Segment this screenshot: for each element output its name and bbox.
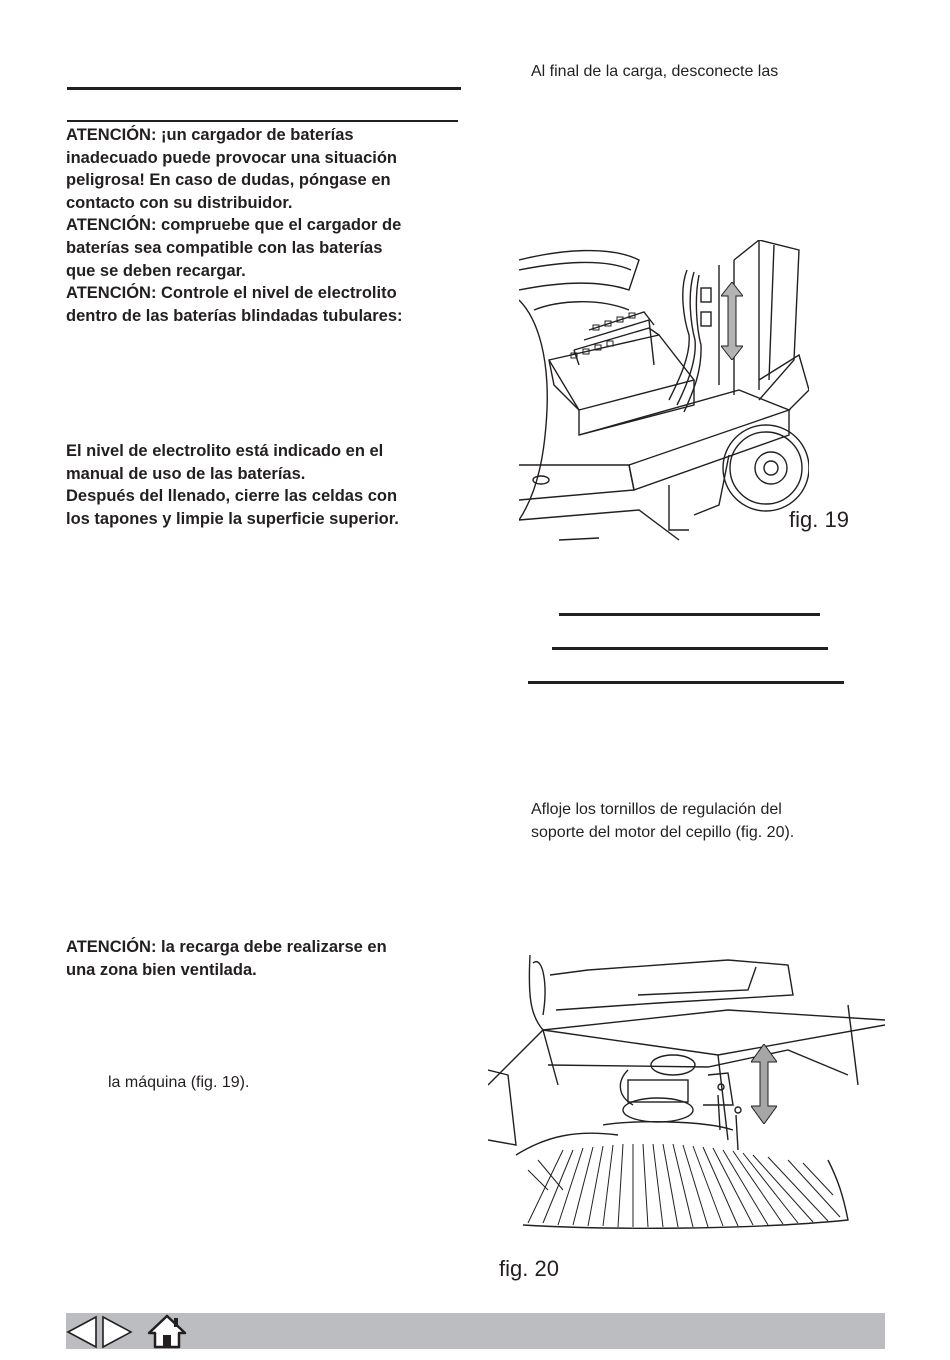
warning-line: contacto con su distribuidor. <box>66 193 293 212</box>
charge-end-text: Al final de la carga, desconecte las <box>531 63 779 80</box>
fig19-caption: fig. 19 <box>789 507 849 532</box>
warning-line: baterías sea compatible con las baterías <box>66 238 383 257</box>
warning-line: que se deben recargar. <box>66 261 246 280</box>
ventilation-block <box>66 936 387 981</box>
section-rule-top <box>67 87 461 90</box>
previous-page-arrow-icon[interactable] <box>66 1315 98 1349</box>
heading-rule-1 <box>559 613 820 616</box>
electrolyte-line: los tapones y limpie la superficie superior. <box>66 509 399 528</box>
machine-reference: la máquina (fig. 19). <box>108 1074 250 1091</box>
warning-line: dentro de las baterías blindadas tubulares: <box>66 306 403 325</box>
heading-rule-2 <box>552 647 828 650</box>
brush-text-line: Afloje los tornillos de regulación del <box>531 801 782 818</box>
warning-line: peligrosa! En caso de dudas, póngase en <box>66 171 391 190</box>
adjust-arrow-icon <box>751 1044 777 1124</box>
ventilation-line: una zona bien ventilada. <box>66 960 257 979</box>
next-page-arrow-icon[interactable] <box>101 1315 133 1349</box>
home-icon[interactable] <box>147 1313 187 1349</box>
heading-rule-3 <box>528 681 844 684</box>
fig20-illustration <box>488 955 885 1235</box>
section-rule-subheading <box>67 120 458 122</box>
electrolyte-block <box>66 440 399 530</box>
electrolyte-line: Después del llenado, cierre las celdas con <box>66 487 398 506</box>
electrolyte-line: El nivel de electrolito está indicado en el <box>66 442 384 460</box>
fig19-illustration <box>519 240 809 548</box>
fig20-caption: fig. 20 <box>499 1256 559 1281</box>
adjust-arrow-icon <box>721 282 743 360</box>
electrolyte-line: manual de uso de las baterías. <box>66 464 306 483</box>
warning-line: ATENCIÓN: compruebe que el cargador de <box>66 216 402 235</box>
brush-text-line: soporte del motor del cepillo (fig. 20). <box>531 823 795 841</box>
warning-line: ATENCIÓN: ¡un cargador de baterías <box>66 126 354 144</box>
ventilation-line: ATENCIÓN: la recarga debe realizarse en <box>66 938 387 956</box>
warning-line: ATENCIÓN: Controle el nivel de electrolito <box>66 284 397 303</box>
footer-nav-bar <box>66 1313 885 1349</box>
warnings-block <box>66 124 403 327</box>
brush-adjust-text <box>531 799 794 844</box>
warning-line: inadecuado puede provocar una situación <box>66 148 397 167</box>
